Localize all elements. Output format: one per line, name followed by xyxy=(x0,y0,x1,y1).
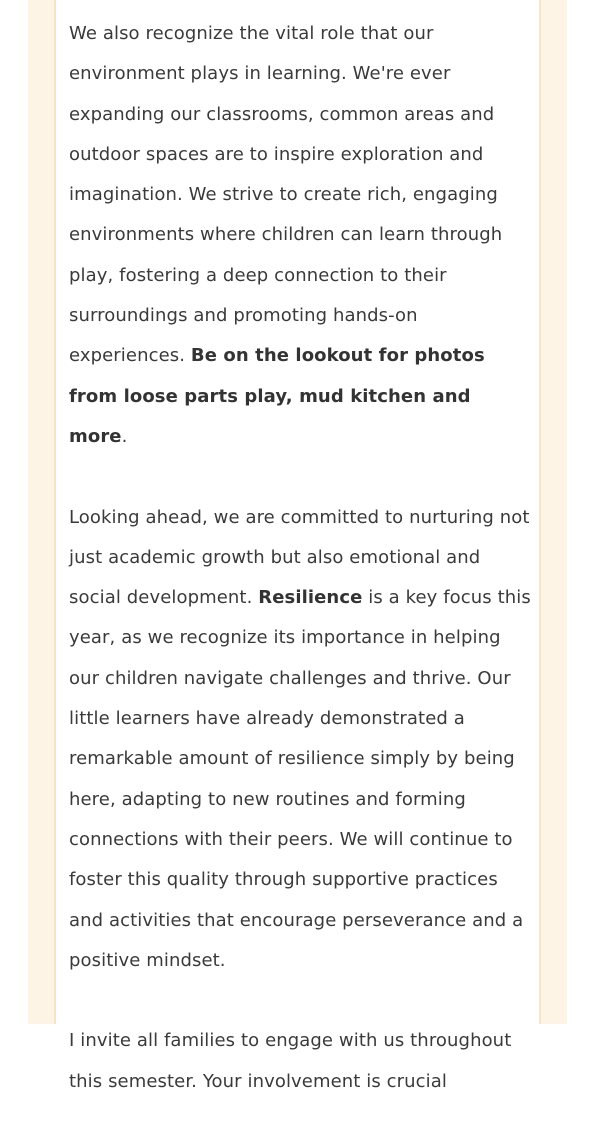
paragraph-environment xyxy=(69,14,531,457)
left-margin-band xyxy=(28,0,56,1024)
article-body xyxy=(69,14,531,1142)
paragraph-environment-end: . xyxy=(121,425,128,447)
paragraph-resilience xyxy=(69,498,531,982)
photos-callout: Be on the lookout for photos from loose parts play, mud kitchen and more xyxy=(69,345,485,447)
paragraph-resilience-rest: is a key focus this year, as we recognize its importance in helping our children navigate challenges and thrive. Our little learners have already demonstrated a remarkable amount of resilience simply by being here, adapting to new routines and forming connections with their peers. We will continue to foster this quality through supportive practices and activities that encourage perseverance and a positive mindset. xyxy=(69,587,531,971)
paragraph-environment-text: We also recognize the vital role that our environment plays in learning. We're ever expanding our classrooms, common areas and outdoor spaces are to inspire exploration and imagination. We strive to create rich, engaging environments where children can learn through play, fostering a deep connection to their surroundings and promoting hands-on experiences. xyxy=(69,23,503,367)
paragraph-invitation-text: I invite all families to engage with us throughout this semester. Your involvement is crucial xyxy=(69,1030,512,1092)
resilience-keyword: Resilience xyxy=(258,587,363,609)
paragraph-resilience-start: Looking ahead, we are committed to nurturing not just academic growth but also emotional and social development. xyxy=(69,506,530,609)
left-border-line xyxy=(54,0,56,1024)
paragraph-invitation xyxy=(69,1021,531,1102)
right-border-line xyxy=(539,0,541,1024)
right-margin-band xyxy=(539,0,567,1024)
